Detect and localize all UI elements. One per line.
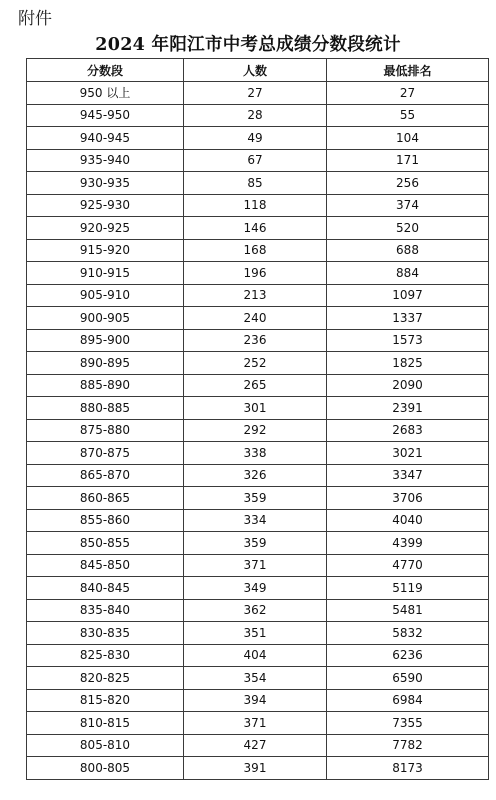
count-cell: 334: [184, 509, 327, 532]
lowest-rank-cell: 104: [327, 127, 489, 150]
score-range-cell: 880-885: [27, 397, 184, 420]
lowest-rank-cell: 27: [327, 82, 489, 105]
count-cell: 240: [184, 307, 327, 330]
lowest-rank-cell: 884: [327, 262, 489, 285]
score-range-cell: 915-920: [27, 239, 184, 262]
count-cell: 118: [184, 194, 327, 217]
score-range-cell: 820-825: [27, 667, 184, 690]
score-range-cell: 830-835: [27, 622, 184, 645]
lowest-rank-cell: 7355: [327, 712, 489, 735]
count-cell: 391: [184, 757, 327, 780]
table-row: [27, 419, 489, 442]
score-range-cell: 890-895: [27, 352, 184, 375]
count-cell: 146: [184, 217, 327, 240]
score-range-cell: 815-820: [27, 689, 184, 712]
count-cell: 85: [184, 172, 327, 195]
lowest-rank-cell: 5481: [327, 599, 489, 622]
lowest-rank-cell: 8173: [327, 757, 489, 780]
lowest-rank-cell: 2090: [327, 374, 489, 397]
count-cell: 67: [184, 149, 327, 172]
table-row: [27, 172, 489, 195]
table-row: [27, 689, 489, 712]
lowest-rank-cell: 520: [327, 217, 489, 240]
lowest-rank-cell: 3021: [327, 442, 489, 465]
header-lowest-rank: 最低排名: [327, 59, 489, 82]
table-row: [27, 712, 489, 735]
table-row: [27, 284, 489, 307]
score-distribution-table: [26, 58, 489, 780]
table-row: [27, 127, 489, 150]
lowest-rank-cell: 4399: [327, 532, 489, 555]
score-range-cell: 855-860: [27, 509, 184, 532]
count-cell: 196: [184, 262, 327, 285]
score-range-cell: 885-890: [27, 374, 184, 397]
lowest-rank-cell: 6236: [327, 644, 489, 667]
lowest-rank-cell: 374: [327, 194, 489, 217]
lowest-rank-cell: 5832: [327, 622, 489, 645]
count-cell: 265: [184, 374, 327, 397]
score-range-cell: 835-840: [27, 599, 184, 622]
lowest-rank-cell: 7782: [327, 734, 489, 757]
lowest-rank-cell: 55: [327, 104, 489, 127]
count-cell: 349: [184, 577, 327, 600]
count-cell: 338: [184, 442, 327, 465]
score-range-cell: 900-905: [27, 307, 184, 330]
count-cell: 359: [184, 487, 327, 510]
count-cell: 404: [184, 644, 327, 667]
count-cell: 371: [184, 554, 327, 577]
count-cell: 394: [184, 689, 327, 712]
count-cell: 252: [184, 352, 327, 375]
table-row: [27, 307, 489, 330]
table-row: [27, 239, 489, 262]
table-row: [27, 644, 489, 667]
lowest-rank-cell: 3347: [327, 464, 489, 487]
count-cell: 168: [184, 239, 327, 262]
score-range-cell: 895-900: [27, 329, 184, 352]
score-range-cell: 945-950: [27, 104, 184, 127]
table-row: [27, 329, 489, 352]
lowest-rank-cell: 3706: [327, 487, 489, 510]
table-header-row: [27, 59, 489, 82]
score-range-cell: 810-815: [27, 712, 184, 735]
table-row: [27, 622, 489, 645]
count-cell: 371: [184, 712, 327, 735]
lowest-rank-cell: 688: [327, 239, 489, 262]
score-range-cell: 850-855: [27, 532, 184, 555]
lowest-rank-cell: 1337: [327, 307, 489, 330]
score-range-cell: 805-810: [27, 734, 184, 757]
score-range-cell: 920-925: [27, 217, 184, 240]
score-range-cell: 875-880: [27, 419, 184, 442]
count-cell: 301: [184, 397, 327, 420]
score-range-cell: 930-935: [27, 172, 184, 195]
count-cell: 354: [184, 667, 327, 690]
header-count: 人数: [184, 59, 327, 82]
count-cell: 427: [184, 734, 327, 757]
table-row: [27, 374, 489, 397]
score-range-cell: 935-940: [27, 149, 184, 172]
table-row: [27, 149, 489, 172]
document-title: 2024 年阳江市中考总成绩分数段统计: [95, 35, 401, 55]
table-row: [27, 397, 489, 420]
score-range-cell: 950 以上: [27, 82, 184, 105]
score-range-cell: 840-845: [27, 577, 184, 600]
lowest-rank-cell: 4770: [327, 554, 489, 577]
count-cell: 292: [184, 419, 327, 442]
table-row: [27, 442, 489, 465]
table-row: [27, 757, 489, 780]
header-score-range: 分数段: [27, 59, 184, 82]
table-row: [27, 217, 489, 240]
table-row: [27, 554, 489, 577]
score-range-cell: 865-870: [27, 464, 184, 487]
table-row: [27, 734, 489, 757]
lowest-rank-cell: 2391: [327, 397, 489, 420]
lowest-rank-cell: 1825: [327, 352, 489, 375]
table-row: [27, 667, 489, 690]
table-row: [27, 599, 489, 622]
score-range-cell: 910-915: [27, 262, 184, 285]
lowest-rank-cell: 1573: [327, 329, 489, 352]
lowest-rank-cell: 6590: [327, 667, 489, 690]
table-row: [27, 464, 489, 487]
table-row: [27, 577, 489, 600]
count-cell: 27: [184, 82, 327, 105]
score-range-cell: 860-865: [27, 487, 184, 510]
table-row: [27, 104, 489, 127]
table-row: [27, 509, 489, 532]
score-range-cell: 905-910: [27, 284, 184, 307]
table-row: [27, 194, 489, 217]
table-row: [27, 82, 489, 105]
count-cell: 362: [184, 599, 327, 622]
score-range-cell: 845-850: [27, 554, 184, 577]
table-row: [27, 262, 489, 285]
lowest-rank-cell: 171: [327, 149, 489, 172]
table-body: [27, 82, 489, 780]
count-cell: 359: [184, 532, 327, 555]
count-cell: 28: [184, 104, 327, 127]
lowest-rank-cell: 4040: [327, 509, 489, 532]
table-row: [27, 352, 489, 375]
lowest-rank-cell: 5119: [327, 577, 489, 600]
lowest-rank-cell: 2683: [327, 419, 489, 442]
score-range-cell: 800-805: [27, 757, 184, 780]
lowest-rank-cell: 6984: [327, 689, 489, 712]
count-cell: 213: [184, 284, 327, 307]
count-cell: 236: [184, 329, 327, 352]
attachment-label: 附件: [18, 9, 52, 29]
score-range-cell: 870-875: [27, 442, 184, 465]
count-cell: 326: [184, 464, 327, 487]
score-range-cell: 825-830: [27, 644, 184, 667]
score-range-cell: 925-930: [27, 194, 184, 217]
count-cell: 351: [184, 622, 327, 645]
lowest-rank-cell: 1097: [327, 284, 489, 307]
lowest-rank-cell: 256: [327, 172, 489, 195]
table-row: [27, 532, 489, 555]
table-row: [27, 487, 489, 510]
count-cell: 49: [184, 127, 327, 150]
score-range-cell: 940-945: [27, 127, 184, 150]
